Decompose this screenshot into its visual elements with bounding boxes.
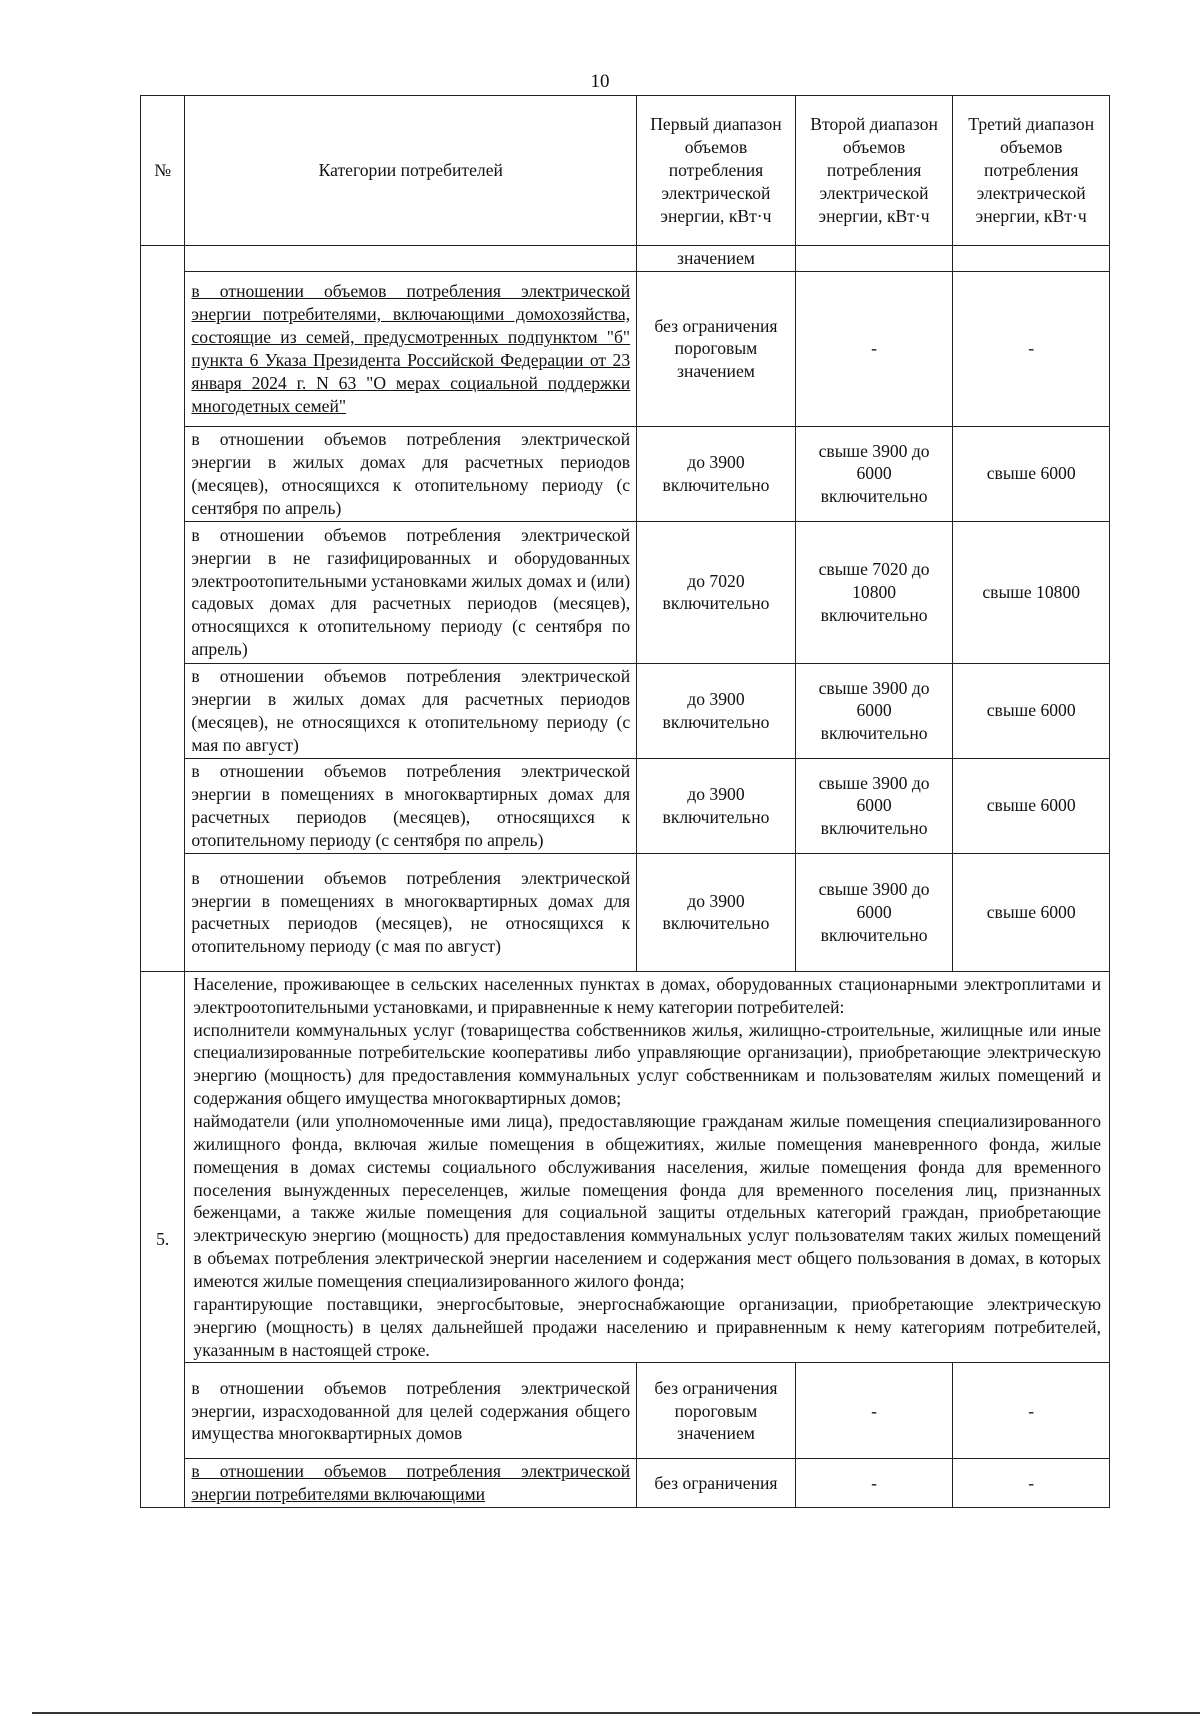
- row-range-2: свыше 3900 до 6000 включительно: [795, 853, 953, 971]
- row-range-2: -: [795, 1459, 953, 1508]
- row-category: в отношении объемов потребления электрической энергии в помещениях в многоквартирных домах для расчетных периодов (месяцев), не относящихся к отопительному периоду (с мая по август): [185, 853, 637, 971]
- row-range-3: свыше 6000: [953, 426, 1110, 521]
- section5-paragraph: гарантирующие поставщики, энергосбытовые, энергоснабжающие организации, приобретающие электрическую энергию (мощность) в целях дальнейшей продажи населению и приравненным к нему категориям потребителей, указанным в настоящей строке.: [193, 1293, 1101, 1360]
- row-range-1: без ограничения: [637, 1459, 796, 1508]
- row-range-3: свыше 10800: [953, 521, 1110, 663]
- section4-number-cell: [141, 246, 185, 972]
- row-category: в отношении объемов потребления электрической энергии в не газифицированных и оборудованных электроотопительными установками жилых домах и (или) садовых домах для расчетных периодов (месяцев), относящихся к отопительному периоду (с сентября по апрель): [185, 521, 637, 663]
- row-range-3: -: [953, 271, 1110, 426]
- row-range-3: -: [953, 1459, 1110, 1508]
- row-category: в отношении объемов потребления электрической энергии потребителями, включающими домохозяйства, состоящие из семей, предусмотренных подпунктом "б" пункта 6 Указа Президента Российской Федерации от 23 января 2024 г. N 63 "О мерах социальной поддержки многодетных семей": [185, 271, 637, 426]
- table-row: [141, 853, 1110, 971]
- row-range-1: до 3900 включительно: [637, 758, 796, 853]
- header-range-2: Второй диапазон объемов потребления электрической энергии, кВт·ч: [795, 96, 953, 246]
- row-range-1: без ограничения пороговым значением: [637, 271, 796, 426]
- row-range-3: свыше 6000: [953, 853, 1110, 971]
- table-row: [141, 521, 1110, 663]
- row-range-1: до 7020 включительно: [637, 521, 796, 663]
- header-number: №: [141, 96, 185, 246]
- row-category: в отношении объемов потребления электрической энергии в жилых домах для расчетных периодов (месяцев), относящихся к отопительному периоду (с сентября по апрель): [185, 426, 637, 521]
- page-number: 10: [590, 71, 610, 92]
- table-row: [141, 1363, 1110, 1459]
- section5-number: 5.: [141, 971, 185, 1507]
- table-row: [141, 1459, 1110, 1508]
- row-range-3: свыше 6000: [953, 663, 1110, 758]
- row-category: в отношении объемов потребления электрической энергии потребителями включающими: [185, 1459, 637, 1508]
- row-range-3: -: [953, 1363, 1110, 1459]
- row-range-1: до 3900 включительно: [637, 426, 796, 521]
- row-range-2: свыше 3900 до 6000 включительно: [795, 758, 953, 853]
- table-row: [141, 271, 1110, 426]
- section5-description: [185, 971, 1110, 1363]
- table-row: [141, 426, 1110, 521]
- continuation-range-1: значением: [637, 246, 796, 272]
- row-category: в отношении объемов потребления электрической энергии в помещениях в многоквартирных домах для расчетных периодов (месяцев), относящихся к отопительному периоду (с сентября по апрель): [185, 758, 637, 853]
- row-category: в отношении объемов потребления электрической энергии в жилых домах для расчетных периодов (месяцев), не относящихся к отопительному периоду (с мая по август): [185, 663, 637, 758]
- section5-paragraph: исполнители коммунальных услуг (товарищества собственников жилья, жилищно-строительные, жилищные или иные специализированные потребительские кооперативы либо управляющие организации), приобретающие электрическую энергию (мощность) для предоставления коммунальных услуг собственникам и пользователям жилых помещений и содержания общего имущества многоквартирных домов;: [193, 1019, 1101, 1109]
- section5-paragraph: Население, проживающее в сельских населенных пунктах в домах, оборудованных стационарными электроплитами и электроотопительными установками, и приравненные к нему категории потребителей:: [193, 973, 1101, 1017]
- header-range-3: Третий диапазон объемов потребления электрической энергии, кВт·ч: [953, 96, 1110, 246]
- row-range-2: -: [795, 1363, 953, 1459]
- table-header-row: [141, 96, 1110, 246]
- row-range-2: свыше 3900 до 6000 включительно: [795, 663, 953, 758]
- row-range-2: -: [795, 271, 953, 426]
- table-row: [141, 758, 1110, 853]
- row-range-2: свыше 7020 до 10800 включительно: [795, 521, 953, 663]
- row-range-1: до 3900 включительно: [637, 853, 796, 971]
- header-range-1: Первый диапазон объемов потребления электрической энергии, кВт·ч: [637, 96, 796, 246]
- header-category: Категории потребителей: [185, 96, 637, 246]
- continuation-category: [185, 246, 637, 272]
- section5-paragraph: наймодатели (или уполномоченные ими лица), предоставляющие гражданам жилые помещения специализированного жилищного фонда, включая жилые помещения в общежитиях, жилые помещения маневренного фонда, жилые помещения в домах системы социального обслуживания населения, жилые помещения фонда для временного поселения вынужденных переселенцев, жилые помещения фонда для временного поселения лиц, признанных беженцами, а также жилые помещения для социальной защиты отдельных категорий граждан, приобретающие электрическую энергию (мощность) для предоставления коммунальных услуг пользователям таких жилых помещений в объемах потребления электрической энергии населением и содержания мест общего пользования в домах, в которых имеются жилые помещения специализированного жилого фонда;: [193, 1111, 1101, 1292]
- row-range-1: до 3900 включительно: [637, 663, 796, 758]
- row-category: в отношении объемов потребления электрической энергии, израсходованной для целей содержания общего имущества многоквартирных домов: [185, 1363, 637, 1459]
- row-range-2: свыше 3900 до 6000 включительно: [795, 426, 953, 521]
- section5-description-row: [141, 971, 1110, 1363]
- row-range-1: без ограничения пороговым значением: [637, 1363, 796, 1459]
- continuation-row: [141, 246, 1110, 272]
- table-row: [141, 663, 1110, 758]
- row-range-3: свыше 6000: [953, 758, 1110, 853]
- tariff-table: [140, 95, 1110, 1508]
- page-bottom-rule: [32, 1712, 1200, 1714]
